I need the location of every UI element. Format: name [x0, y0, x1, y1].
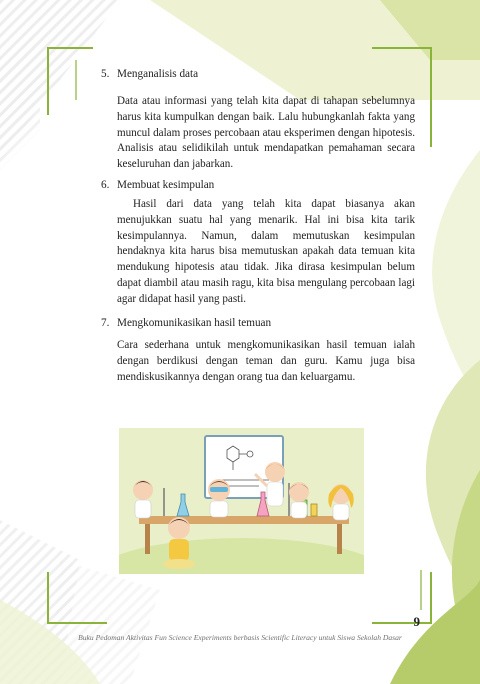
section-7-paragraph: Cara sederhana untuk mengkomunikasikan hasil temuan ialah dengan berdikusi dengan teman dan guru. Kamu juga bisa mendiskusikannya dengan orang tua dan keluargamu. — [117, 339, 415, 383]
section-7-title: Mengkomunikasikan hasil temuan — [117, 317, 272, 329]
section-5-paragraph: Data atau informasi yang telah kita dapat di tahapan sebelumnya harus kita kumpulkan dengan baik. Lalu hubungkanlah fakta yang muncul dalam proses percobaan atau eksperimen dengan hipotesis. Analisis atau selidikilah untuk mendapatkan pemahaman secara keseluruhan dan jabarkan. — [117, 95, 415, 171]
section-5-number: 5. — [101, 68, 110, 80]
frame-bottom-right-vertical — [430, 572, 432, 624]
kids-experiment-image — [119, 428, 364, 574]
science-lab-illustration — [119, 428, 364, 574]
page-footer: Buku Pedoman Aktivitas Fun Science Experiments berbasis Scientific Literacy untuk Siswa Sekolah Dasar — [78, 633, 402, 642]
frame-bottom-inner-line — [420, 570, 422, 610]
frame-top-right-vertical — [430, 47, 432, 147]
section-6-paragraph: Hasil dari data yang telah kita dapat biasanya akan menujukkan suatu hal yang menarik. Hal ini bisa kita tarik kesimpulannya. Namun, dalam memutuskan kesimpulan hendaknya kita harus bisa memutuskan apakah data temuan kita mendukung hipotesis atau tidak. Jika dirasa kesimpulan belum dapat diambil atau masih ragu, kita bisa mengulang percobaan lagi agar didapat hasil yang pasti. — [117, 198, 415, 305]
section-7-number: 7. — [101, 317, 110, 329]
section-5-title: Menganalisis data — [117, 68, 199, 80]
page-number: 9 — [413, 614, 420, 629]
frame-top-right-horizontal — [372, 47, 432, 49]
frame-top-left-horizontal — [47, 47, 93, 49]
frame-top-left-vertical — [47, 47, 49, 115]
section-5-heading — [101, 67, 199, 81]
section-6-heading — [101, 178, 215, 192]
frame-bottom-right-horizontal — [372, 622, 432, 624]
frame-bottom-left-horizontal — [47, 622, 107, 624]
frame-top-inner-line — [75, 60, 77, 100]
section-6-title: Membuat kesimpulan — [117, 179, 215, 191]
section-6-number: 6. — [101, 179, 110, 191]
frame-bottom-left-vertical — [47, 572, 49, 624]
section-7-heading — [101, 316, 272, 330]
